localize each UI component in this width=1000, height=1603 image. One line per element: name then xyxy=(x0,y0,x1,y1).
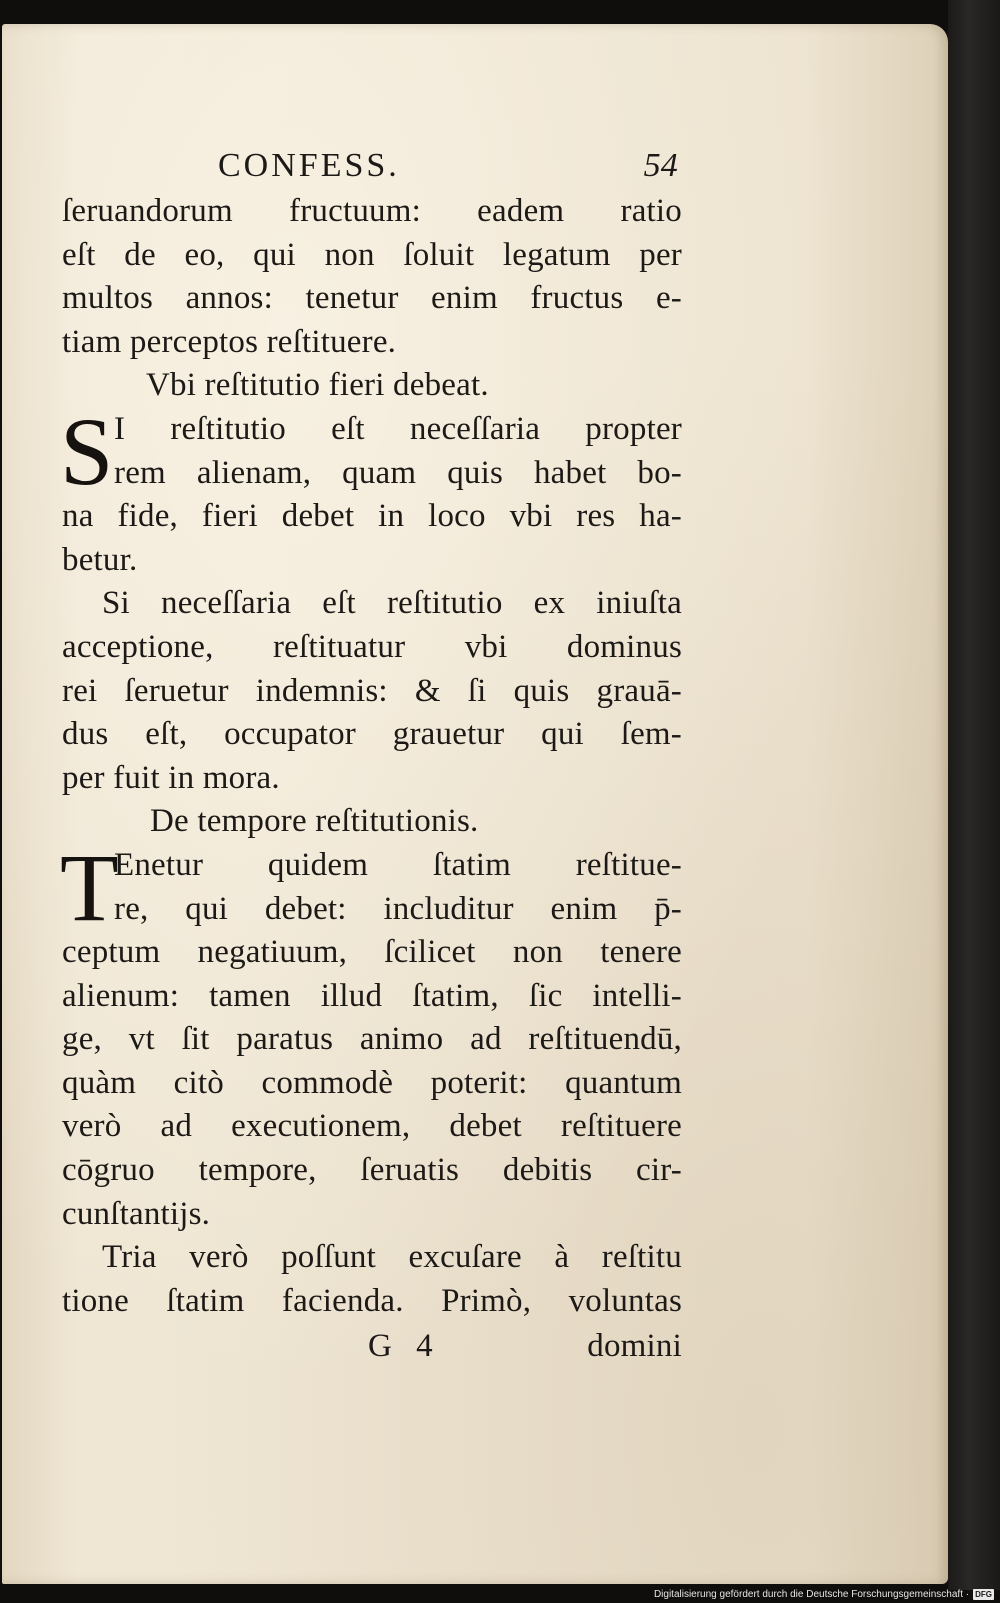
text-line: rei ſeruetur indemnis: & ſi quis grauā- xyxy=(62,672,682,709)
dfg-logo-icon: DFG xyxy=(975,1590,992,1599)
text-line: tione ſtatim facienda. Primò, voluntas xyxy=(62,1282,682,1319)
text-line: re, qui debet: includitur enim p̄- xyxy=(114,890,682,927)
text-line: dus eſt, occupator grauetur qui ſem- xyxy=(62,716,682,753)
page-number: 54 xyxy=(643,147,678,184)
paragraph xyxy=(62,582,682,800)
text-line: cōgruo tempore, ſeruatis debitis cir- xyxy=(62,1152,682,1189)
text-line: Si neceſſaria eſt reſtitutio ex iniuſta xyxy=(102,585,682,622)
text-line: cunſtantijs. xyxy=(62,1195,211,1232)
running-head xyxy=(62,144,682,190)
text-line: Enetur quidem ſtatim reſtitue- xyxy=(114,846,682,883)
section-heading: Vbi reſtitutio fieri debeat. xyxy=(146,367,489,404)
drop-cap-initial: T xyxy=(60,833,119,941)
catchword: domini xyxy=(587,1328,682,1365)
text-line: eſt de eo, qui non ſoluit legatum per xyxy=(62,236,682,273)
text-line: quàm citò commodè poterit: quantum xyxy=(62,1064,682,1101)
signature-mark: G 4 xyxy=(368,1328,441,1365)
text-line: ceptum negatiuum, ſcilicet non tenere xyxy=(62,934,682,971)
text-line: rem alienam, quam quis habet bo- xyxy=(114,454,682,491)
paragraph xyxy=(62,1236,682,1323)
drop-cap-initial: S xyxy=(60,397,114,505)
text-line: ſeruandorum fructuum: eadem ratio xyxy=(62,193,682,229)
text-line: multos annos: tenetur enim fructus e- xyxy=(62,280,682,317)
credit-text: Digitalisierung gefördert durch die Deutsche Forschungsgemeinschaft · xyxy=(653,1589,970,1600)
paragraph-drop-cap-s xyxy=(60,397,682,582)
paragraph-drop-cap-t xyxy=(60,833,682,1236)
paragraph-continuation xyxy=(62,190,682,364)
text-line: verò ad executionem, debet reſtituere xyxy=(62,1108,682,1145)
page-text-block xyxy=(62,144,682,1371)
text-line: I reſtitutio eſt neceſſaria propter xyxy=(114,410,682,447)
text-line: tiam perceptos reſtituere. xyxy=(62,323,397,360)
digitization-credit xyxy=(654,1588,994,1601)
section-heading: De tempore reſtitutionis. xyxy=(150,803,479,840)
text-line: betur. xyxy=(62,541,138,578)
text-line: na fide, fieri debet in loco vbi res ha- xyxy=(62,498,682,535)
book-page xyxy=(2,24,948,1584)
text-line: acceptione, reſtituatur vbi dominus xyxy=(62,628,682,665)
text-line: per fuit in mora. xyxy=(62,759,280,796)
text-line: Tria verò poſſunt excuſare à reſtitu xyxy=(102,1239,682,1276)
scan-background-edge xyxy=(948,0,1000,1590)
running-head-title: CONFESS. xyxy=(218,147,400,184)
catchline xyxy=(62,1325,682,1371)
text-line: alienum: tamen illud ſtatim, ſic intelli- xyxy=(62,977,682,1014)
text-line: ge, vt ſit paratus animo ad reſtituendū, xyxy=(62,1021,682,1058)
